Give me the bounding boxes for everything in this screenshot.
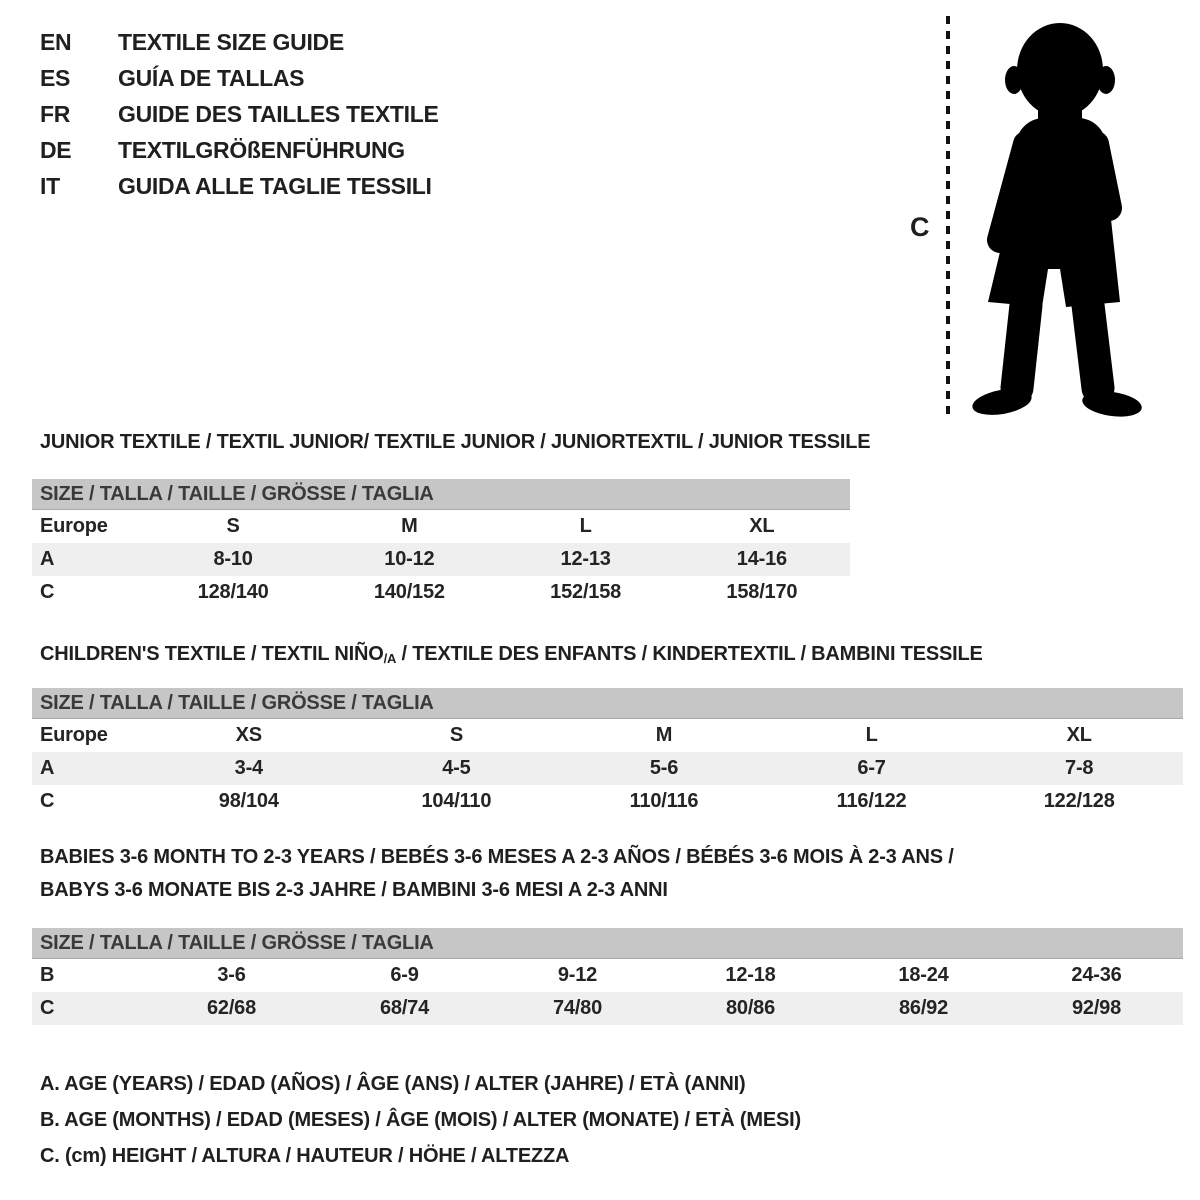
row-label: Europe bbox=[40, 724, 108, 746]
language-title-list bbox=[40, 24, 439, 204]
table-cell: 8-10 bbox=[213, 548, 253, 570]
table-cell: M bbox=[655, 724, 673, 746]
table-cell: 6-9 bbox=[390, 964, 419, 986]
table-cell: 18-24 bbox=[898, 964, 949, 986]
section-title-text: CHILDREN'S TEXTILE / TEXTIL NIÑO bbox=[40, 643, 384, 665]
language-code: IT bbox=[40, 172, 60, 199]
children-size-table bbox=[32, 688, 1183, 818]
table-row bbox=[32, 752, 1183, 785]
babies-size-table bbox=[32, 928, 1183, 1025]
height-measure-dashed-line bbox=[946, 16, 950, 418]
table-cell: 74/80 bbox=[552, 997, 603, 1019]
table-cell: 6-7 bbox=[857, 757, 886, 779]
row-label: Europe bbox=[40, 515, 108, 537]
table-cell: L bbox=[579, 515, 592, 537]
table-cell: 110/116 bbox=[629, 790, 699, 812]
table-cell: 152/158 bbox=[550, 581, 622, 603]
row-label: A bbox=[40, 757, 55, 779]
table-cell: 5-6 bbox=[649, 757, 679, 779]
section-title-text: / TEXTILE DES ENFANTS / KINDERTEXTIL / BAMBINI TESSILE bbox=[396, 643, 983, 665]
table-header-bar: SIZE / TALLA / TAILLE / GRÖSSE / TAGLIA bbox=[32, 479, 850, 510]
language-row bbox=[40, 132, 439, 168]
table-cell: 128/140 bbox=[197, 581, 269, 603]
table-cell: 104/110 bbox=[421, 790, 492, 812]
table-cell: 68/74 bbox=[379, 997, 430, 1019]
table-cell: 86/92 bbox=[898, 997, 949, 1019]
table-row bbox=[32, 992, 1183, 1025]
section-title-subscript: /A bbox=[383, 651, 397, 666]
table-cell: 158/170 bbox=[726, 581, 798, 603]
table-cell: 9-12 bbox=[557, 964, 598, 986]
table-cell: S bbox=[449, 724, 463, 746]
table-cell: L bbox=[865, 724, 878, 746]
table-cell: 12-13 bbox=[560, 548, 611, 570]
table-cell: 3-6 bbox=[217, 964, 246, 986]
section-title-junior: JUNIOR TEXTILE / TEXTIL JUNIOR/ TEXTILE JUNIOR / JUNIORTEXTIL / JUNIOR TESSILE bbox=[40, 431, 871, 453]
legend-line-a: A. AGE (YEARS) / EDAD (AÑOS) / ÂGE (ANS) / ALTER (JAHRE) / ETÀ (ANNI) bbox=[40, 1073, 746, 1095]
row-label: A bbox=[40, 548, 55, 570]
size-table bbox=[32, 719, 1183, 818]
legend-line-b: B. AGE (MONTHS) / EDAD (MESES) / ÂGE (MOIS) / ALTER (MONATE) / ETÀ (MESI) bbox=[40, 1109, 801, 1131]
table-row bbox=[32, 785, 1183, 818]
row-label: C bbox=[40, 790, 55, 812]
legend-line-c: C. (cm) HEIGHT / ALTURA / HAUTEUR / HÖHE / ALTEZZA bbox=[40, 1145, 570, 1167]
guide-title: GUIDA ALLE TAGLIE TESSILI bbox=[118, 172, 432, 199]
size-table bbox=[32, 959, 1183, 1025]
row-label: C bbox=[40, 997, 55, 1019]
table-cell: 80/86 bbox=[725, 997, 776, 1019]
table-row bbox=[32, 576, 850, 609]
junior-size-table bbox=[32, 479, 850, 609]
language-row bbox=[40, 168, 439, 204]
table-cell: 7-8 bbox=[1065, 757, 1094, 779]
table-cell: 92/98 bbox=[1071, 997, 1122, 1019]
language-code: FR bbox=[40, 100, 71, 127]
table-header-bar: SIZE / TALLA / TAILLE / GRÖSSE / TAGLIA bbox=[32, 688, 1183, 719]
guide-title: TEXTILGRÖßENFÜHRUNG bbox=[118, 136, 405, 163]
language-row bbox=[40, 24, 439, 60]
row-label: C bbox=[40, 581, 55, 603]
table-row bbox=[32, 959, 1183, 992]
table-cell: 10-12 bbox=[384, 548, 435, 570]
toddler-silhouette-icon bbox=[962, 12, 1142, 420]
table-cell: 24-36 bbox=[1071, 964, 1122, 986]
row-label: B bbox=[40, 964, 55, 986]
measurement-legend bbox=[40, 1066, 801, 1174]
section-title-babies-line1: BABIES 3-6 MONTH TO 2-3 YEARS / BEBÉS 3-6 MESES A 2-3 AÑOS / BÉBÉS 3-6 MOIS À 2-3 ANS / bbox=[40, 846, 954, 868]
table-cell: XL bbox=[749, 515, 775, 537]
section-title-babies-line2: BABYS 3-6 MONATE BIS 2-3 JAHRE / BAMBINI 3-6 MESI A 2-3 ANNI bbox=[40, 879, 668, 901]
table-cell: 4-5 bbox=[442, 757, 471, 779]
size-table bbox=[32, 510, 850, 609]
table-cell: 62/68 bbox=[206, 997, 257, 1019]
language-code: ES bbox=[40, 64, 71, 91]
table-header-bar: SIZE / TALLA / TAILLE / GRÖSSE / TAGLIA bbox=[32, 928, 1183, 959]
height-measure-label: C bbox=[910, 212, 930, 242]
table-cell: 98/104 bbox=[218, 790, 279, 812]
table-cell: XL bbox=[1066, 724, 1092, 746]
guide-title: GUÍA DE TALLAS bbox=[118, 64, 305, 91]
table-cell: M bbox=[401, 515, 418, 537]
table-cell: 122/128 bbox=[1043, 790, 1115, 812]
table-row bbox=[32, 543, 850, 576]
guide-title: TEXTILE SIZE GUIDE bbox=[118, 28, 344, 55]
table-row bbox=[32, 719, 1183, 752]
language-row bbox=[40, 60, 439, 96]
table-cell: 116/122 bbox=[836, 790, 907, 812]
table-cell: 3-4 bbox=[234, 757, 263, 779]
table-cell: XS bbox=[235, 724, 262, 746]
language-code: DE bbox=[40, 136, 72, 163]
table-cell: 14-16 bbox=[736, 548, 787, 570]
guide-title: GUIDE DES TAILLES TEXTILE bbox=[118, 100, 439, 127]
table-row bbox=[32, 510, 850, 543]
language-code: EN bbox=[40, 28, 72, 55]
table-cell: S bbox=[226, 515, 240, 537]
language-row bbox=[40, 96, 439, 132]
section-title-children bbox=[40, 643, 983, 666]
table-cell: 12-18 bbox=[725, 964, 776, 986]
table-cell: 140/152 bbox=[373, 581, 445, 603]
